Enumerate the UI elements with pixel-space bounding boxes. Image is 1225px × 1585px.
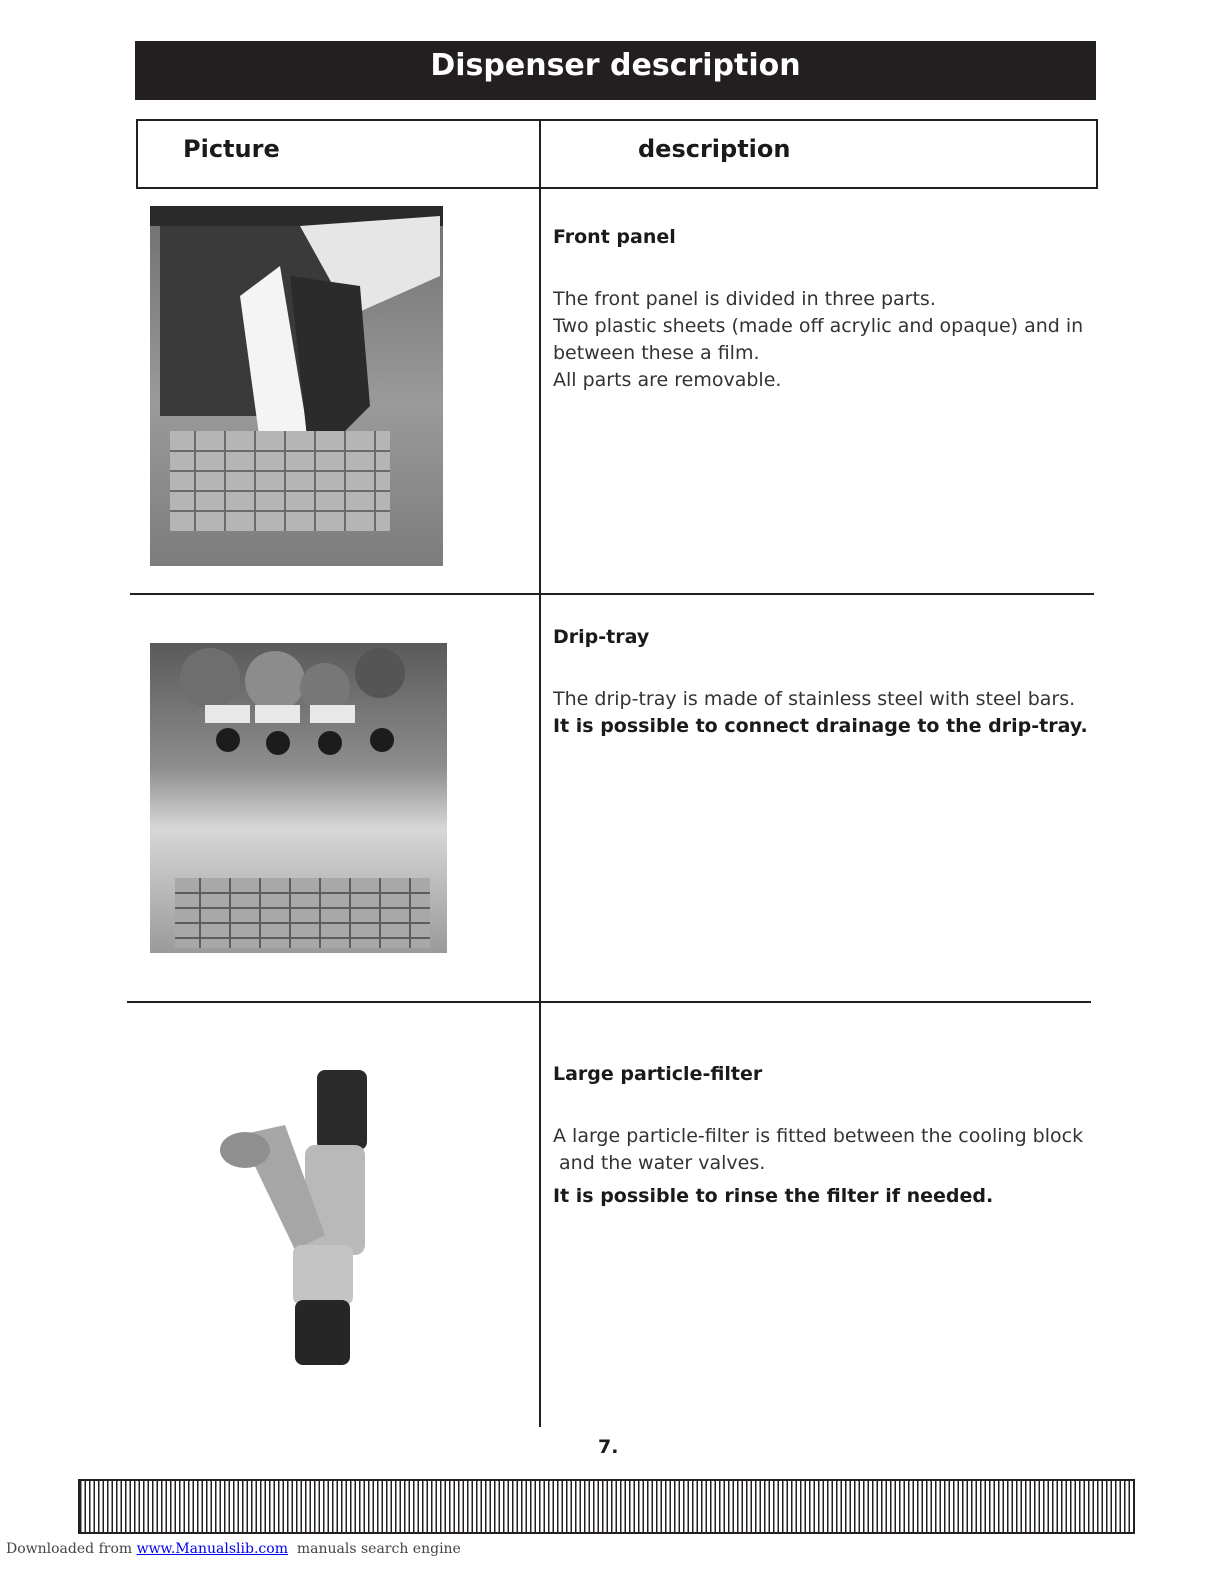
- particle-filter-photo: [205, 1065, 385, 1370]
- particle-filter-line-1: A large particle-filter is fitted between the cooling block: [553, 1125, 1084, 1147]
- front-panel-photo: [150, 206, 443, 566]
- header-divider: [539, 119, 541, 189]
- particle-filter-heading: Large particle-filter: [553, 1063, 763, 1085]
- drip-tray-emphasis: It is possible to connect drainage to the drip-tray.: [553, 715, 1088, 737]
- front-panel-text: [553, 286, 1093, 394]
- column-divider: [539, 187, 541, 1427]
- particle-filter-emphasis: It is possible to rinse the filter if needed.: [553, 1185, 994, 1207]
- row-divider-1: [130, 593, 1094, 595]
- row-divider-2: [127, 1001, 1091, 1003]
- footer-prefix: Downloaded from: [6, 1541, 137, 1557]
- front-panel-line-2: Two plastic sheets (made off acrylic and opaque) and in between these a film.: [553, 315, 1084, 364]
- header-description: description: [638, 135, 791, 163]
- particle-filter-line-2: and the water valves.: [553, 1152, 766, 1174]
- page-number: 7.: [598, 1436, 619, 1458]
- drip-tray-heading: Drip-tray: [553, 626, 650, 648]
- front-panel-heading: Front panel: [553, 226, 676, 248]
- barcode-strip: [78, 1479, 1135, 1534]
- footer-suffix: manuals search engine: [287, 1541, 461, 1557]
- header-picture: Picture: [183, 135, 280, 163]
- footer-link[interactable]: www.Manualslib.com: [136, 1541, 288, 1557]
- front-panel-line-1: The front panel is divided in three parts.: [553, 288, 936, 310]
- drip-tray-photo: [150, 643, 447, 953]
- drip-tray-text: [553, 686, 1093, 740]
- drip-tray-line-1: The drip-tray is made of stainless steel with steel bars.: [553, 688, 1076, 710]
- particle-filter-text: [553, 1123, 1093, 1210]
- front-panel-line-3: All parts are removable.: [553, 369, 782, 391]
- table-header: [136, 119, 1098, 189]
- footer: [6, 1541, 461, 1557]
- page-title: Dispenser description: [135, 41, 1096, 100]
